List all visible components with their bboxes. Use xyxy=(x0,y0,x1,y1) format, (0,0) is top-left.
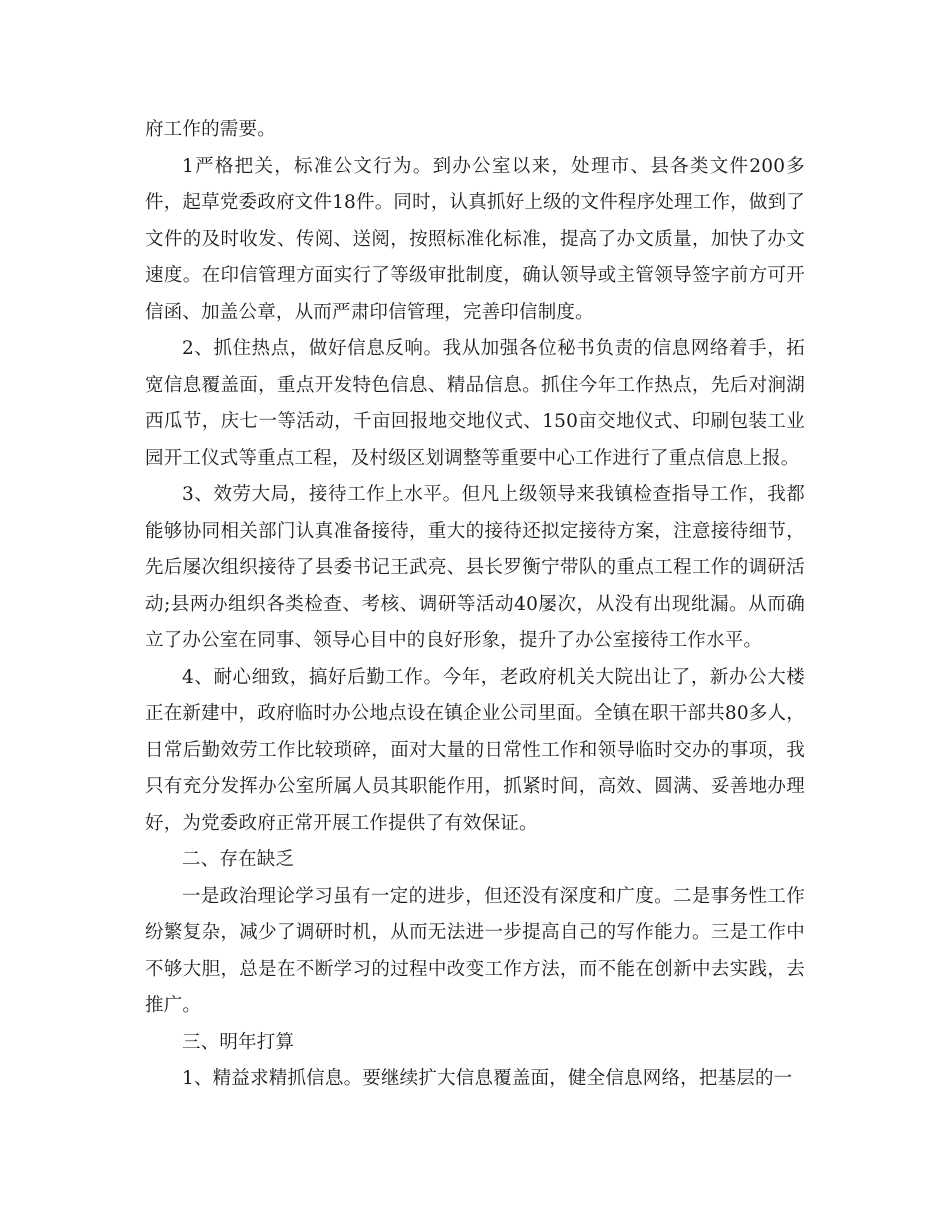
paragraph-plan-item-1: 1、精益求精抓信息。要继续扩大信息覆盖面，健全信息网络，把基层的一 xyxy=(182,1068,793,1089)
paragraph-item-1: 1严格把关，标准公文行为。到办公室以来，处理市、县各类文件200多件，起草党委政府文件18件。同时，认真抓好上级的文件程序处理工作，做到了文件的及时收发、传阅、送阅，按照标准化标准，提高了办文质量，加快了办文速度。在印信管理方面实行了等级审批制度，确认领导或主管领导签字前方可开信函、加盖公章，从而严肃印信管理，完善印信制度。 xyxy=(145,155,805,323)
paragraph-item-2: 2、抓住热点，做好信息反响。我从加强各位秘书负责的信息网络着手，拓宽信息覆盖面，重点开发特色信息、精品信息。抓住今年工作热点，先后对涧湖西瓜节，庆七一等活动，千亩回报地交地仪式、150亩交地仪式、印刷包装工业园开工仪式等重点工程，及村级区划调整等重要中心工作进行了重点信息上报。 xyxy=(145,338,805,469)
paragraph-item-3: 3、效劳大局，接待工作上水平。但凡上级领导来我镇检查指导工作，我都能够协同相关部门认真准备接待，重大的接待还拟定接待方案，注意接待细节，先后屡次组织接待了县委书记王武亮、县长罗衡宁带队的重点工程工作的调研活动;县两办组织各类检查、考核、调研等活动40屡次，从没有出现纰漏。从而确立了办公室在同事、领导心目中的良好形象，提升了办公室接待工作水平。 xyxy=(145,484,805,651)
document-body xyxy=(145,112,805,1098)
paragraph-shortcomings: 一是政治理论学习虽有一定的进步，但还没有深度和广度。二是事务性工作纷繁复杂，减少了调研时机，从而无法进一步提高自己的写作能力。三是工作中不够大胆，总是在不断学习的过程中改变工作方法，而不能在创新中去实践，去推广。 xyxy=(145,885,805,1016)
section-heading-next-year-plan: 三、明年打算 xyxy=(182,1031,295,1053)
paragraph-continuation: 府工作的需要。 xyxy=(145,119,276,140)
paragraph-item-4: 4、耐心细致，搞好后勤工作。今年，老政府机关大院出让了，新办公大楼正在新建中，政府临时办公地点设在镇企业公司里面。全镇在职干部共80多人，日常后勤效劳工作比较琐碎，面对大量的日常性工作和领导临时交办的事项，我只有充分发挥办公室所属人员其职能作用，抓紧时间，高效、圆满、妥善地办理好，为党委政府正常开展工作提供了有效保证。 xyxy=(145,666,805,834)
section-heading-shortcomings: 二、存在缺乏 xyxy=(182,849,295,870)
